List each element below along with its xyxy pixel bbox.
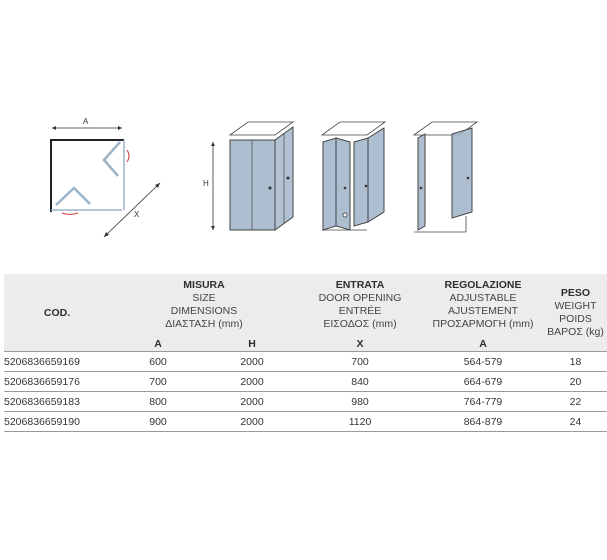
size-header: [110, 274, 298, 336]
cell-x: 700: [298, 352, 422, 372]
cell-x: 980: [298, 392, 422, 412]
folding-door-right: [104, 142, 120, 176]
opening-title: ENTRATA: [335, 279, 385, 291]
size-line-2: DIMENSIONS: [170, 305, 238, 317]
enclosure-closed-view: [203, 122, 293, 230]
table-row: [4, 412, 607, 432]
cell-code: 5206836659169: [4, 352, 110, 372]
subheader-h: H: [206, 336, 298, 352]
technical-drawings: [0, 0, 607, 260]
cell-adjust: 664-679: [422, 372, 544, 392]
cell-code: 5206836659190: [4, 412, 110, 432]
table-row: [4, 352, 607, 372]
cell-x: 1120: [298, 412, 422, 432]
cell-weight: 18: [544, 352, 607, 372]
weight-header: [544, 274, 607, 352]
cell-a: 900: [110, 412, 206, 432]
table-row: [4, 392, 607, 412]
opening-line-3: ΕΙΣΟΔΟΣ (mm): [323, 318, 397, 330]
swing-arrow-bottom: [62, 213, 78, 215]
folding-door-bottom: [56, 188, 90, 205]
opening-header: [298, 274, 422, 336]
size-title: MISURA: [183, 279, 225, 291]
cell-a: 700: [110, 372, 206, 392]
cell-a: 800: [110, 392, 206, 412]
size-line-3: ΔΙΑΣΤΑΣΗ (mm): [165, 318, 243, 330]
size-line-1: SIZE: [192, 292, 216, 304]
adjust-line-1: ADJUSTABLE: [449, 292, 517, 304]
weight-title: PESO: [560, 286, 591, 299]
plan-view: [50, 117, 160, 237]
cell-h: 2000: [206, 412, 298, 432]
swing-arrow-right: [127, 150, 129, 162]
cell-adjust: 564-579: [422, 352, 544, 372]
cell-weight: 20: [544, 372, 607, 392]
subheader-a: A: [110, 336, 206, 352]
subheader-adjust-a: A: [422, 336, 544, 352]
dimension-x-label: X: [134, 210, 140, 219]
table-row: [4, 372, 607, 392]
specification-table: [4, 274, 607, 432]
cell-h: 2000: [206, 372, 298, 392]
subheader-x: X: [298, 336, 422, 352]
cell-adjust: 764-779: [422, 392, 544, 412]
cell-weight: 24: [544, 412, 607, 432]
adjust-title: REGOLAZIONE: [444, 279, 522, 291]
cell-x: 840: [298, 372, 422, 392]
adjust-line-2: AJUSTEMENT: [447, 305, 518, 317]
cell-a: 600: [110, 352, 206, 372]
cell-h: 2000: [206, 352, 298, 372]
cell-code: 5206836659176: [4, 372, 110, 392]
dimension-a-label: A: [83, 117, 89, 126]
dimension-h-label: H: [203, 179, 209, 188]
cod-header: COD.: [4, 274, 110, 352]
enclosure-open-view: [322, 122, 385, 230]
opening-line-2: ENTRÉE: [338, 305, 382, 317]
adjust-header: [422, 274, 544, 336]
weight-line-3: ΒΑΡΟΣ (kg): [547, 325, 604, 338]
weight-line-2: POIDS: [559, 312, 592, 325]
cell-code: 5206836659183: [4, 392, 110, 412]
cell-weight: 22: [544, 392, 607, 412]
adjust-line-3: ΠΡΟΣΑΡΜΟΓΗ (mm): [432, 318, 534, 330]
cell-h: 2000: [206, 392, 298, 412]
weight-line-1: WEIGHT: [554, 299, 597, 312]
cell-adjust: 864-879: [422, 412, 544, 432]
enclosure-exploded-view: [414, 122, 477, 232]
opening-line-1: DOOR OPENING: [318, 292, 402, 304]
